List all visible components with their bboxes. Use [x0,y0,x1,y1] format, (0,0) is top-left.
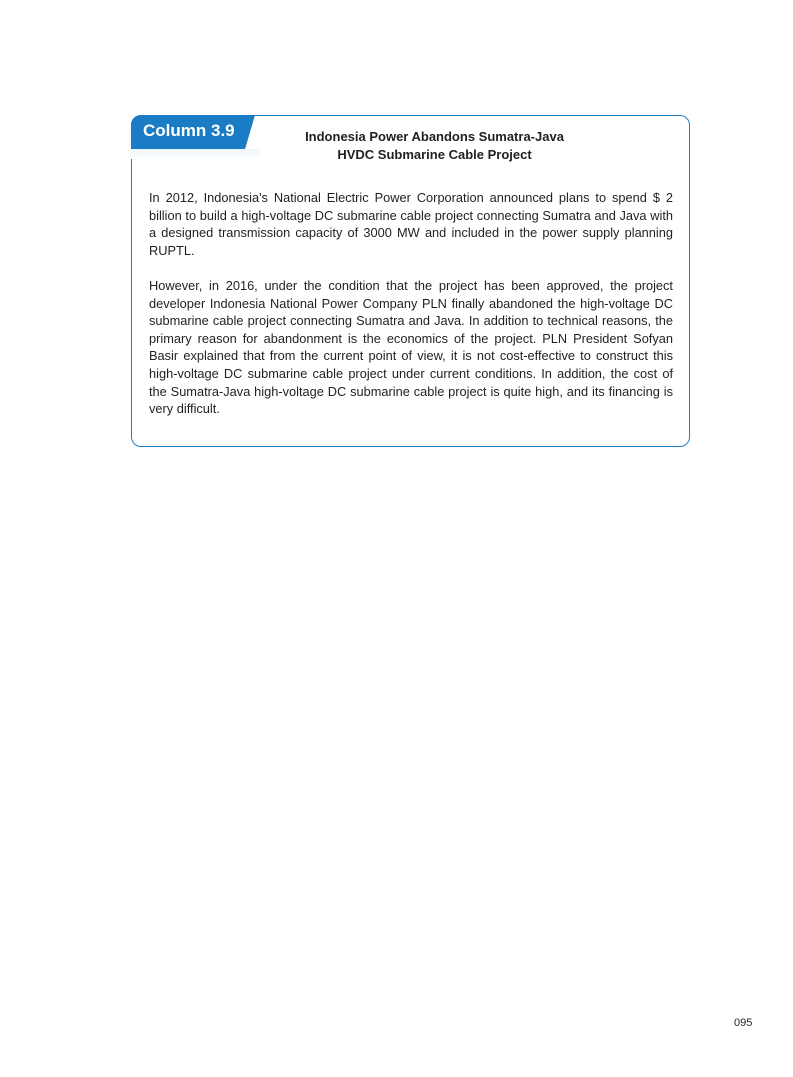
page-number: 095 [734,1017,753,1029]
paragraph-1: In 2012, Indonesia's National Electric Power Corporation announced plans to spend $ 2 billion to build a high-voltage DC submarine cable project connecting Sumatra and Java with a designed transmission capacity of 3000 MW and included in the power supply planning RUPTL. [149,190,673,258]
column-label: Column 3.9 [143,121,235,140]
title-line-2: HVDC Submarine Cable Project [337,147,532,162]
tab-shade [131,149,261,159]
title-line-1: Indonesia Power Abandons Sumatra-Java [305,129,564,144]
paragraph-2: However, in 2016, under the condition that the project has been approved, the project developer Indonesia National Power Company PLN finally abandoned the high-voltage DC submarine cable project connecting Sumatra and Java. In addition to technical reasons, the primary reason for abandonment is the economics of the project. PLN President Sofyan Basir explained that from the current point of view, it is not cost-effective to construct this high-voltage DC submarine cable project under current conditions. In addition, the cost of the Sumatra-Java high-voltage DC submarine cable project is quite high, and its financing is very difficult. [149,278,673,417]
column-title [262,128,607,164]
